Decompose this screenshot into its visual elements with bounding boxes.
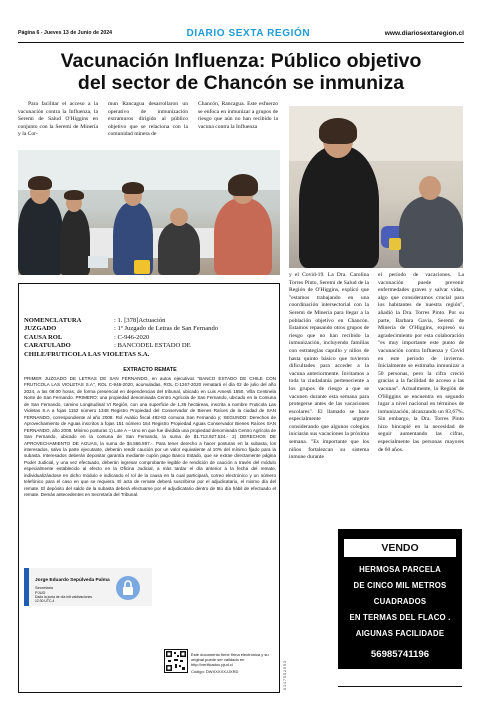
header-rule bbox=[18, 42, 464, 43]
case-metadata bbox=[24, 317, 276, 359]
signature-box bbox=[24, 568, 152, 606]
page-header bbox=[18, 26, 464, 40]
signer-date: Dado la junta de día intt valdivaciones bbox=[35, 595, 93, 599]
meta-key: CAUSA ROL bbox=[24, 333, 63, 341]
meta-key: CARATULADO bbox=[24, 342, 71, 350]
legal-title: EXTRACTO REMATE bbox=[123, 367, 177, 373]
signer-org: PJUD bbox=[35, 590, 46, 595]
meta-row bbox=[24, 351, 276, 359]
meta-key: JUZGADO bbox=[24, 325, 57, 333]
meta-row bbox=[24, 342, 276, 350]
meta-row bbox=[24, 325, 276, 333]
headline-line-1: Vacunación Influenza: Público objetivo bbox=[60, 50, 422, 72]
article-col-b: el período de vacaciones. La vacunación puede prevenir enfermedades graves y salvar vidas, algo que consideramos crucial para los habitantes de nuestra región", añadió la Dra. Torres Pinto. Por su parte, Barbara Gavia, Seremi de Minería de O'Higgins, expresó su agradecimiento por esta colaboración "es muy importante este punto de vacunación contra Influenza y Covid en este período de invierno. Inicialmente se estimaba inmunizar a 50 personas, pero la cifra creció gracias a la facilidad de acceso a las vacunas". Actualmente, la Región de O'Higgins se encuentra en segundo lugar a nivel nacional en términos de inmunización, alcanzando un 83,67%. Sin embargo, la Dra. Torres Pinto hizo hincapié en la necesidad de seguir aumentando las cifras, especialmente las personas mayores de 60 años. bbox=[378, 272, 464, 453]
meta-value: : 1. [378]Actuación bbox=[114, 317, 166, 324]
vertical-code-strip: 0 1 4 7 5 5 2 0 5 3 bbox=[283, 661, 287, 690]
verification-code: Código: DWXXXXXJJXRD bbox=[191, 669, 239, 674]
meta-row bbox=[24, 317, 276, 325]
article-col-2: mun Rancagua desarrollaron un operativo de inmunización extramuros dirigido al público objetivo que se relaciona con la comunidad minera de bbox=[108, 101, 188, 138]
meta-value: : C-946-2020 bbox=[114, 333, 150, 341]
signature-stripe bbox=[24, 568, 29, 606]
ad-line: EN TERMAS DEL FLACO . bbox=[349, 613, 451, 622]
ad-phone-number[interactable]: 56985741196 bbox=[370, 649, 430, 660]
ad-line: DE CINCO MIL METROS bbox=[353, 581, 447, 590]
classified-ad bbox=[338, 529, 462, 669]
vaccination-closeup-photo bbox=[289, 106, 463, 268]
paper-name: DIARIO SEXTA REGIÓN bbox=[186, 27, 311, 39]
signer-name: Jorge Eduardo Sepúlveda Palma bbox=[35, 578, 110, 583]
website-link[interactable]: www.diariosextaregion.cl bbox=[384, 29, 464, 37]
meta-key: NOMENCLATURA bbox=[24, 317, 82, 324]
meta-value: : BANCODEL ESTADO DE bbox=[114, 342, 191, 350]
page-date: Página 6 - Jueves 13 de Junio de 2024 bbox=[18, 30, 112, 36]
ad-line: CUADRADOS bbox=[373, 597, 427, 606]
verification-note bbox=[191, 652, 279, 674]
ad-line: HERMOSA PARCELA bbox=[359, 565, 441, 574]
headline bbox=[18, 50, 464, 94]
meta-row bbox=[24, 334, 276, 342]
article-col-a: y el Covid-19. La Dra. Carolina Torres Pinto, Seremi de Salud de la Región de O'Higgins, explicó que "estamos trabajando en una coordinación intersectorial con la Seremi de Minería para llegar a la población objetivo en Chancón. Estamos repasando otros grupos de riesgo que no han recibido la inmunización, incluyendo familias con estrategias capullo y niños de hasta quinto básico que tuvieron dificultades para acceder a la vacuna anteriormente. Invitamos a toda la ciudadanía perteneciente a los grupos de riesgo a que se vacunen durante esta semana para protegerse antes de las vacaciones escolares". El llamado se hace especialmente urgente considerando que algunos colegios iniciarán sus vacaciones la próxima semana. "Es importante que los niños fortalezcan su sistema inmune durante bbox=[289, 272, 369, 461]
legal-body: PRIMER JUZGADO DE LETRAS DE SAN FERNANDO, en autos ejecutivos "BANCO ESTADO DE CHILE CON FRUTICOLA LAS VIOLETAS S.A", ROL C-946-2020, acumuladas, ROL C-1267-2020 rematará el día 02 de julio del año 2024, a las 09:00 horas, de forma presencial en dependencias del tribunal, ubicado en Luis Amesti 1550, Villa Centinela Norte de San Fernando. PRIMERO: una propiedad denominada Centro Agrícola de San Fernando, ubicado en la Comuna de San Fernando, camino Longitudinal VI Región, con una superficie de 1,36 hectáreas, inscrita a nombre Fruticola Las Violetas S.A a fojas 1152 número 1348 Registro Propiedad del Conservador de Bienes Raíces de la ciudad de SAN FERNANDO, correspondiente al año 2008. Rol Avalúo fiscal 482-82 comuna San Fernando y; SEGUNDO: Derechos de Aprovechamiento de Aguas inscritos a fojas 151 número 164 Registro Propiedad Aguas Conservador Bienes Raíces SAN FERNANDO, año 2008. Mínimo posturas 1) Lote A – Uno en que fue dividida una propiedad denominada Centro Agrícola de San Fernando, ubicado en la comuna de San Fernando, la suma de $1.713.927.524.- 2) DERECHOS DE APROVECHAMIENTO DE AGUAS, la suma de $4.566.597.-. Para tener derecho a hacer posturas en la subasta, los interesados, salvo la parte ejecutante, deberán rendir caución por un valor equivalente al 10% del mínimo fijado para la subasta. Interesados deberán depositar garantía mediante cupón pago Banco Estado, que se extrae directamente página Poder Judicial, y una vez efectuado, deberán ingresar comprobante legible de rendición de caución a través del módulo especialmente establecido al efecto en la Oficina Judicial, a más tardar el día anterior a la fecha del remate, individualizándose en dicho módulo e indicando el rol de la causa en la cual participará, correo electrónico y un número telefónico para el caso en que se requiera. El acta de remate deberá suscribirse por el adjudicatario, el mismo día del remate. El depósito del saldo de la subasta deberá efectuarse por el adjudicatario dentro de 5to día hábil de efectuado el remate. Demás antecedentes en Secretaría del Tribunal. bbox=[24, 376, 276, 498]
verification-text: Este documento tiene firma electrónica y su original puede ser validado en http://verificadoc.pjud.cl bbox=[191, 652, 269, 667]
ad-line: AIGUNAS FACILIDADE bbox=[355, 629, 445, 638]
lock-icon bbox=[116, 576, 140, 600]
signer-time: 12:30 UTC-4 bbox=[35, 599, 55, 603]
meta-key: CHILE/FRUTICOLA LAS VIOLETAS S.A. bbox=[24, 350, 150, 358]
signer-role: Secretario bbox=[35, 585, 54, 590]
article-col-1: Para facilitar el acceso a la vacunación contra la Influenza, la Seremi de Salud O'Higgins en conjunto con la Seremi de Minería y la Cor- bbox=[18, 101, 98, 138]
qr-code-icon[interactable] bbox=[165, 650, 187, 672]
bottom-rule bbox=[338, 686, 462, 687]
ad-title: VENDO bbox=[344, 539, 456, 557]
meta-value: : 1º Juzgado de Letras de San Fernando bbox=[114, 325, 219, 333]
headline-line-2: del sector de Chancón se inmuniza bbox=[77, 72, 405, 94]
legal-notice bbox=[18, 283, 280, 693]
article-col-3: Chancón, Rancagua. Este esfuerzo se enfoca en inmunizar a grupos de riesgo que aún no han recibido la vacuna contra la Influenza bbox=[198, 101, 278, 130]
vaccination-photo bbox=[18, 150, 280, 275]
